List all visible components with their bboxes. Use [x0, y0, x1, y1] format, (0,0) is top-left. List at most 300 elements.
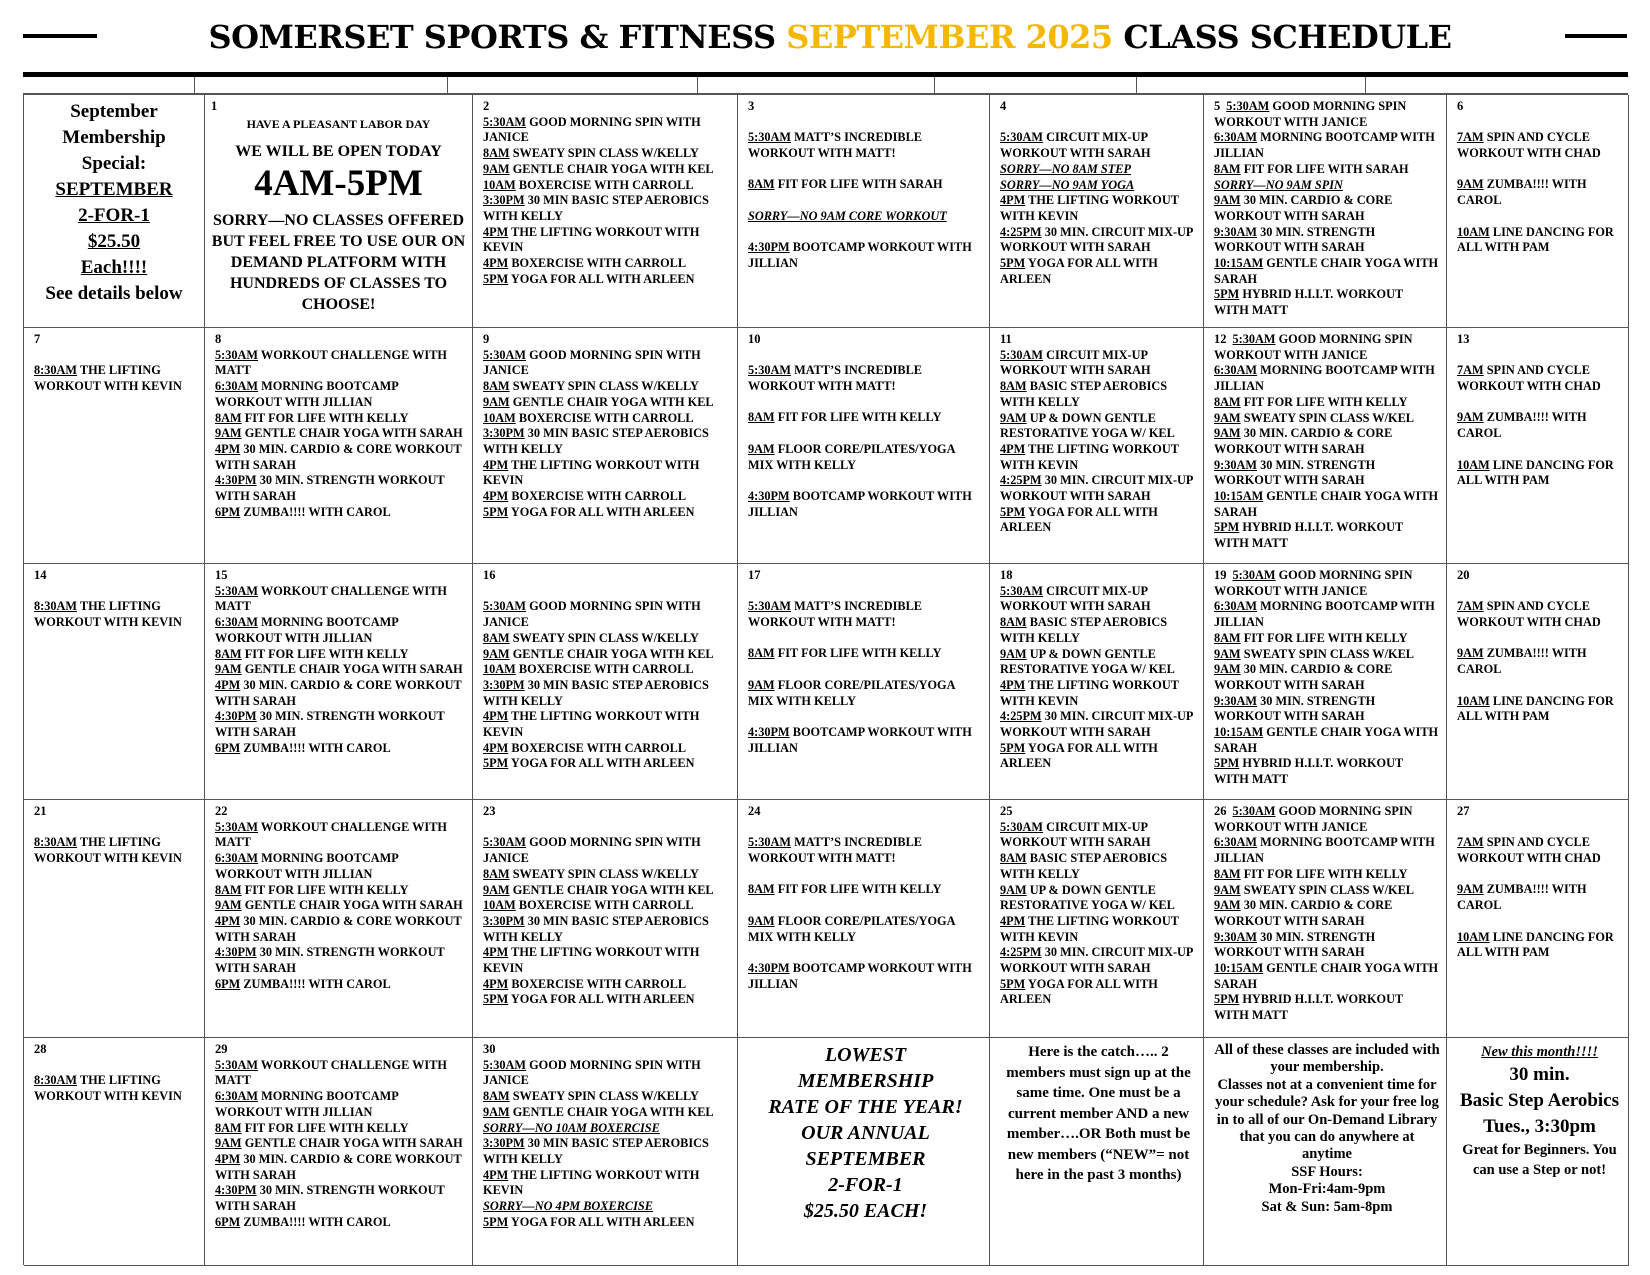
- included-text: All of these classes are included with your membership.: [1214, 1042, 1440, 1076]
- day-cell-6: [1447, 95, 1629, 328]
- class-entry: [1000, 945, 1197, 976]
- class-time: 9AM: [483, 646, 510, 661]
- class-time: 8AM: [1000, 379, 1027, 394]
- class-time: 4:30PM: [748, 724, 790, 739]
- day-cell-18: [990, 564, 1204, 800]
- promo-line: 2-FOR-1: [828, 1174, 903, 1196]
- class-entry: [483, 945, 731, 976]
- class-time: 8AM: [483, 866, 510, 881]
- class-name: THE LIFTING WORKOUT WITH KEVIN: [1000, 193, 1179, 223]
- class-name: SPIN AND CYCLE WORKOUT WITH CHAD: [1457, 599, 1601, 630]
- day-number: 7: [34, 332, 41, 346]
- class-name: HYBRID H.I.I.T. WORKOUT WITH MATT: [1214, 756, 1403, 787]
- class-name: MORNING BOOTCAMP WORKOUT WITH JILLIAN: [215, 851, 399, 881]
- class-name: CIRCUIT MIX-UP WORKOUT WITH SARAH: [1000, 583, 1151, 614]
- class-time: 4PM: [1000, 441, 1026, 456]
- class-name: GOOD MORNING SPIN WITH JANICE: [483, 347, 701, 378]
- title-rule-left: [23, 34, 97, 38]
- class-name: 30 MIN. CIRCUIT MIX-UP WORKOUT WITH SARAH: [1000, 224, 1193, 255]
- class-time: 5:30AM: [483, 599, 527, 614]
- class-time: 8AM: [1214, 394, 1241, 409]
- class-time: 6:30AM: [1214, 130, 1258, 145]
- class-time: 3:30PM: [483, 1136, 525, 1151]
- day-cell-17: [738, 564, 990, 800]
- class-time: 9AM: [1214, 882, 1241, 897]
- class-name: YOGA FOR ALL WITH ARLEEN: [510, 756, 695, 771]
- class-time: 9AM: [215, 662, 242, 677]
- class-name: ZUMBA!!!! WITH CAROL: [243, 976, 391, 991]
- class-entry: [1214, 756, 1440, 787]
- class-entry: [1000, 130, 1197, 161]
- class-name: BOXERCISE WITH CARROLL: [511, 489, 687, 504]
- class-name: GENTLE CHAIR YOGA WITH SARAH: [244, 426, 463, 441]
- class-entry: [1214, 835, 1440, 866]
- class-name: 30 MIN. STRENGTH WORKOUT WITH SARAH: [1214, 457, 1376, 488]
- day-number: 19: [1214, 568, 1227, 582]
- class-name: MORNING BOOTCAMP WITH JILLIAN: [1214, 599, 1435, 630]
- class-name: FIT FOR LIFE WITH KELLY: [244, 410, 409, 425]
- class-entry: [215, 662, 466, 678]
- title-month: SEPTEMBER 2025: [786, 18, 1113, 56]
- class-entry: [1457, 225, 1622, 256]
- cancellation-text: SORRY—NO 4PM BOXERCISE: [483, 1199, 653, 1214]
- day-number: 16: [483, 568, 496, 582]
- class-name: BOXERCISE WITH CARROLL: [511, 256, 687, 271]
- class-entry: [483, 1215, 731, 1231]
- class-entry: [1214, 631, 1440, 647]
- day-cell-8: [205, 328, 473, 564]
- class-name: WORKOUT CHALLENGE WITH MATT: [215, 1057, 447, 1088]
- class-name: THE LIFTING WORKOUT WITH KEVIN: [483, 945, 700, 976]
- title-schedule: CLASS SCHEDULE: [1123, 18, 1452, 56]
- class-name: 30 MIN. STRENGTH WORKOUT WITH SARAH: [215, 709, 445, 740]
- class-entry: [483, 1105, 731, 1121]
- class-name: THE LIFTING WORKOUT WITH KEVIN: [483, 457, 700, 488]
- new-class-duration: 30 min.: [1509, 1064, 1570, 1085]
- membership-special-cell: [24, 95, 205, 328]
- class-time: 10AM: [1457, 693, 1490, 708]
- class-time: 5PM: [483, 756, 509, 771]
- class-name: FIT FOR LIFE WITH KELLY: [777, 882, 942, 897]
- class-name: 30 MIN BASIC STEP AEROBICS WITH KELLY: [483, 677, 709, 708]
- cancellation-notice: [1214, 178, 1440, 194]
- class-name: GOOD MORNING SPIN WORKOUT WITH JANICE: [1214, 332, 1413, 362]
- class-entry: [215, 584, 466, 615]
- hours-weekday: Mon-Fri:4am-9pm: [1268, 1181, 1386, 1198]
- class-name: GENTLE CHAIR YOGA WITH KEL: [512, 646, 714, 661]
- class-name: GENTLE CHAIR YOGA WITH SARAH: [244, 898, 463, 913]
- class-time: 5PM: [1214, 756, 1240, 771]
- class-name: THE LIFTING WORKOUT WITH KEVIN: [34, 835, 182, 866]
- class-entry: [215, 647, 466, 663]
- class-entry: [483, 162, 731, 178]
- class-time: 8AM: [215, 410, 242, 425]
- class-name: 30 MIN. CIRCUIT MIX-UP WORKOUT WITH SARAH: [1000, 709, 1193, 740]
- included-cell: [1204, 1038, 1447, 1266]
- class-name: MORNING BOOTCAMP WITH JILLIAN: [1214, 363, 1435, 394]
- title-rule-right: [1565, 34, 1627, 38]
- class-name: YOGA FOR ALL WITH ARLEEN: [510, 992, 695, 1007]
- class-entry: [483, 458, 731, 489]
- class-entry: [1214, 898, 1440, 929]
- weekday-header-band: [23, 72, 1628, 94]
- class-time: 4PM: [215, 677, 241, 692]
- class-time: 4:30PM: [215, 473, 257, 488]
- class-time: 6PM: [215, 1214, 241, 1229]
- class-time: 4PM: [483, 256, 509, 271]
- class-time: 4:25PM: [1000, 709, 1042, 724]
- promo-line: SEPTEMBER: [805, 1148, 926, 1170]
- class-entry: [34, 835, 198, 866]
- class-entry: [1000, 505, 1197, 536]
- class-name: BOOTCAMP WORKOUT WITH JILLIAN: [748, 724, 972, 755]
- class-time: 8AM: [748, 882, 775, 897]
- class-name: 30 MIN. CIRCUIT MIX-UP WORKOUT WITH SARAH: [1000, 945, 1193, 976]
- day-number: 5: [1214, 99, 1221, 113]
- class-name: 30 MIN BASIC STEP AEROBICS WITH KELLY: [483, 913, 709, 944]
- class-entry: [1000, 193, 1197, 224]
- class-name: SWEATY SPIN CLASS W/KEL: [1243, 410, 1414, 425]
- class-entry: [215, 883, 466, 899]
- day-cell-25: [990, 800, 1204, 1038]
- day-cell-23: [473, 800, 738, 1038]
- class-entry: [483, 914, 731, 945]
- class-entry: [215, 851, 466, 882]
- class-entry: [748, 914, 983, 945]
- class-time: 4:30PM: [748, 488, 790, 503]
- class-name: SWEATY SPIN CLASS W/KEL: [1243, 646, 1414, 661]
- class-entry: [215, 1183, 466, 1214]
- title-gym-name: SOMERSET SPORTS & FITNESS: [208, 18, 776, 56]
- class-entry: [215, 898, 466, 914]
- class-time: 5PM: [483, 1214, 509, 1229]
- class-entry: [1457, 882, 1622, 913]
- class-name: FIT FOR LIFE WITH KELLY: [1243, 866, 1408, 881]
- class-entry: [1457, 835, 1622, 866]
- class-entry: [483, 647, 731, 663]
- class-name: 30 MIN. STRENGTH WORKOUT WITH SARAH: [1214, 693, 1376, 724]
- class-entry: [1000, 914, 1197, 945]
- class-entry: [748, 177, 983, 193]
- class-time: 6:30AM: [1214, 835, 1258, 850]
- class-name: 30 MIN. CARDIO & CORE WORKOUT WITH SARAH: [1214, 898, 1393, 928]
- class-entry: [1457, 130, 1622, 161]
- class-time: 10AM: [1457, 457, 1490, 472]
- class-entry: [1214, 411, 1440, 427]
- class-entry: [1214, 883, 1440, 899]
- special-line: Special:: [81, 153, 147, 174]
- class-entry: [483, 1058, 731, 1089]
- class-name: 30 MIN. CARDIO & CORE WORKOUT WITH SARAH: [215, 1151, 462, 1182]
- class-entry: [215, 1058, 466, 1089]
- day-cell-12: [1204, 328, 1447, 564]
- class-time: 5:30AM: [748, 130, 792, 145]
- class-time: 4PM: [483, 976, 509, 991]
- class-time: 5PM: [1000, 976, 1026, 991]
- class-entry: [483, 411, 731, 427]
- class-name: BOXERCISE WITH CARROLL: [511, 976, 687, 991]
- ondemand-text: Classes not at a convenient time for your schedule? Ask for your free log in to all of our On-Demand Library that you can do anywhere at anytime: [1215, 1076, 1439, 1163]
- class-time: 8AM: [1214, 630, 1241, 645]
- class-name: ZUMBA!!!! WITH CAROL: [243, 1214, 391, 1229]
- class-time: 8AM: [483, 1089, 510, 1104]
- class-name: 30 MIN. CARDIO & CORE WORKOUT WITH SARAH: [215, 441, 462, 472]
- class-name: GOOD MORNING SPIN WORKOUT WITH JANICE: [1214, 804, 1413, 834]
- class-entry: [1214, 162, 1440, 178]
- class-name: THE LIFTING WORKOUT WITH KEVIN: [483, 1167, 700, 1198]
- class-name: MORNING BOOTCAMP WORKOUT WITH JILLIAN: [215, 379, 399, 409]
- hours-title: SSF Hours:: [1291, 1163, 1363, 1180]
- class-entry: [1000, 820, 1197, 851]
- class-time: 5:30AM: [483, 347, 527, 362]
- class-name: SPIN AND CYCLE WORKOUT WITH CHAD: [1457, 130, 1601, 161]
- class-entry: [483, 256, 731, 272]
- class-entry: [483, 1136, 731, 1167]
- class-time: 7AM: [1457, 835, 1484, 850]
- class-name: UP & DOWN GENTLE RESTORATIVE YOGA W/ KEL: [1000, 882, 1175, 913]
- day-number: 11: [1000, 332, 1012, 346]
- cancellation-text: SORRY—NO 9AM CORE WORKOUT: [748, 208, 947, 223]
- class-time: 9AM: [1214, 410, 1241, 425]
- class-entry: [748, 678, 983, 709]
- class-time: 3:30PM: [483, 426, 525, 441]
- class-time: 10AM: [1457, 224, 1490, 239]
- class-name: GENTLE CHAIR YOGA WITH SARAH: [1214, 256, 1439, 286]
- promo-line: LOWEST: [824, 1044, 907, 1066]
- class-entry: [483, 379, 731, 395]
- class-entry: [1214, 992, 1440, 1023]
- class-entry: [1214, 332, 1413, 362]
- class-name: WORKOUT CHALLENGE WITH MATT: [215, 583, 447, 614]
- class-time: 6:30AM: [1214, 363, 1258, 378]
- class-name: THE LIFTING WORKOUT WITH KEVIN: [34, 1073, 182, 1104]
- class-entry: [483, 992, 731, 1008]
- day-cell-22: [205, 800, 473, 1038]
- class-name: BOOTCAMP WORKOUT WITH JILLIAN: [748, 960, 972, 991]
- class-name: MATT’S INCREDIBLE WORKOUT WITH MATT!: [748, 835, 922, 866]
- catch-cell: [990, 1038, 1204, 1266]
- class-time: 5PM: [1214, 992, 1240, 1007]
- class-entry: [1457, 694, 1622, 725]
- class-entry: [1000, 584, 1197, 615]
- class-time: 9:30AM: [1214, 457, 1258, 472]
- catch-text: Here is the catch….. 2 members must sign up at the same time. One must be a current member AND a new member….OR Both must be new members (“NEW”= not here in the past 3 months): [1006, 1044, 1191, 1183]
- class-entry: [1000, 256, 1197, 287]
- day-number: 30: [483, 1042, 496, 1056]
- class-entry: [483, 426, 731, 457]
- class-time: 10:15AM: [1214, 725, 1264, 740]
- class-entry: [483, 272, 731, 288]
- class-name: GOOD MORNING SPIN WORKOUT WITH JANICE: [1214, 568, 1413, 598]
- class-entry: [215, 820, 466, 851]
- class-time: 5:30AM: [483, 835, 527, 850]
- class-time: 4PM: [1000, 193, 1026, 208]
- class-time: 6PM: [215, 504, 241, 519]
- day-cell-labor-day: [205, 95, 473, 328]
- class-entry: [34, 1073, 198, 1104]
- promo-line: $25.50 EACH!: [803, 1200, 928, 1222]
- class-time: 8:30AM: [34, 599, 78, 614]
- day-cell-2: [473, 95, 738, 328]
- class-entry: [1000, 411, 1197, 442]
- class-time: 4PM: [1000, 677, 1026, 692]
- class-time: 5:30AM: [215, 819, 259, 834]
- class-name: GENTLE CHAIR YOGA WITH SARAH: [1214, 725, 1439, 755]
- day-cell-9: [473, 328, 738, 564]
- day-number: 1: [211, 99, 218, 113]
- class-time: 8AM: [748, 177, 775, 192]
- class-entry: [483, 1089, 731, 1105]
- class-time: 9AM: [1457, 410, 1484, 425]
- cancellation-notice: [483, 1121, 731, 1137]
- class-time: 4PM: [483, 945, 509, 960]
- class-time: 5PM: [1214, 287, 1240, 302]
- class-entry: [215, 426, 466, 442]
- class-time: 4PM: [483, 224, 509, 239]
- class-entry: [1214, 568, 1413, 598]
- class-time: 4:30PM: [215, 709, 257, 724]
- class-entry: [1457, 177, 1622, 208]
- class-name: FIT FOR LIFE WITH KELLY: [244, 646, 409, 661]
- class-entry: [748, 725, 983, 756]
- class-time: 9AM: [1214, 898, 1241, 913]
- class-time: 5PM: [1000, 256, 1026, 271]
- day-cell-5: [1204, 95, 1447, 328]
- class-name: HYBRID H.I.I.T. WORKOUT WITH MATT: [1214, 520, 1403, 551]
- day-cell-27: [1447, 800, 1629, 1038]
- class-entry: [1214, 99, 1406, 129]
- class-time: 8AM: [1000, 851, 1027, 866]
- class-time: 9AM: [483, 394, 510, 409]
- day-number: 21: [34, 804, 47, 818]
- day-number: 3: [748, 99, 755, 113]
- day-number: 12: [1214, 332, 1227, 346]
- day-cell-10: [738, 328, 990, 564]
- class-name: HYBRID H.I.I.T. WORKOUT WITH MATT: [1214, 992, 1403, 1023]
- class-time: 4:30PM: [748, 960, 790, 975]
- labor-day-open: WE WILL BE OPEN TODAY: [235, 143, 442, 161]
- class-name: THE LIFTING WORKOUT WITH KEVIN: [34, 599, 182, 630]
- day-cell-16: [473, 564, 738, 800]
- class-entry: [215, 615, 466, 646]
- class-name: ZUMBA!!!! WITH CAROL: [243, 504, 391, 519]
- class-entry: [1000, 977, 1197, 1008]
- class-name: CIRCUIT MIX-UP WORKOUT WITH SARAH: [1000, 819, 1151, 850]
- class-entry: [215, 505, 466, 521]
- class-entry: [1214, 256, 1440, 287]
- class-name: 30 MIN. STRENGTH WORKOUT WITH SARAH: [215, 945, 445, 976]
- class-time: 3:30PM: [483, 193, 525, 208]
- day-cell-3: [738, 95, 990, 328]
- day-cell-19: [1204, 564, 1447, 800]
- class-entry: [1214, 426, 1440, 457]
- day-number: 24: [748, 804, 761, 818]
- class-time: 4:30PM: [215, 1183, 257, 1198]
- day-cell-14: [24, 564, 205, 800]
- class-entry: [1000, 647, 1197, 678]
- class-name: BOOTCAMP WORKOUT WITH JILLIAN: [748, 488, 972, 519]
- class-entry: [1214, 395, 1440, 411]
- class-name: LINE DANCING FOR ALL WITH PAM: [1457, 693, 1614, 724]
- day-cell-29: [205, 1038, 473, 1266]
- class-name: GOOD MORNING SPIN WITH JANICE: [483, 599, 701, 630]
- class-name: THE LIFTING WORKOUT WITH KEVIN: [483, 224, 700, 255]
- class-name: 30 MIN. CARDIO & CORE WORKOUT WITH SARAH: [1214, 662, 1393, 692]
- class-name: FIT FOR LIFE WITH KELLY: [1243, 630, 1408, 645]
- special-line: 2-FOR-1: [78, 205, 150, 226]
- class-name: 30 MIN. STRENGTH WORKOUT WITH SARAH: [215, 1183, 445, 1214]
- class-name: LINE DANCING FOR ALL WITH PAM: [1457, 929, 1614, 960]
- class-time: 9AM: [1000, 410, 1027, 425]
- special-line: See details below: [45, 283, 183, 304]
- class-entry: [748, 489, 983, 520]
- class-name: MATT’S INCREDIBLE WORKOUT WITH MATT!: [748, 599, 922, 630]
- class-name: BOXERCISE WITH CARROLL: [518, 410, 694, 425]
- class-name: GENTLE CHAIR YOGA WITH SARAH: [1214, 961, 1439, 991]
- class-name: FIT FOR LIFE WITH KELLY: [244, 1120, 409, 1135]
- class-entry: [1457, 930, 1622, 961]
- class-time: 8AM: [1214, 866, 1241, 881]
- class-time: 8AM: [748, 646, 775, 661]
- class-time: 9AM: [1214, 662, 1241, 677]
- class-name: ZUMBA!!!! WITH CAROL: [1457, 177, 1587, 208]
- labor-day-hours: 4AM-5PM: [254, 163, 423, 205]
- class-time: 7AM: [1457, 363, 1484, 378]
- class-entry: [215, 1215, 466, 1231]
- class-name: GENTLE CHAIR YOGA WITH SARAH: [244, 662, 463, 677]
- class-name: GENTLE CHAIR YOGA WITH SARAH: [1214, 489, 1439, 519]
- class-time: 9AM: [215, 898, 242, 913]
- class-entry: [1457, 646, 1622, 677]
- class-name: YOGA FOR ALL WITH ARLEEN: [510, 271, 695, 286]
- class-entry: [1214, 867, 1440, 883]
- class-entry: [1000, 442, 1197, 473]
- class-entry: [1214, 647, 1440, 663]
- class-entry: [215, 945, 466, 976]
- class-time: 5:30AM: [215, 583, 259, 598]
- class-time: 4PM: [215, 1151, 241, 1166]
- class-name: SPIN AND CYCLE WORKOUT WITH CHAD: [1457, 363, 1601, 394]
- class-name: FLOOR CORE/PILATES/YOGA MIX WITH KELLY: [748, 441, 955, 472]
- class-name: UP & DOWN GENTLE RESTORATIVE YOGA W/ KEL: [1000, 646, 1175, 677]
- class-time: 5PM: [483, 992, 509, 1007]
- class-entry: [1457, 363, 1622, 394]
- class-name: BOOTCAMP WORKOUT WITH JILLIAN: [748, 240, 972, 270]
- class-time: 5:30AM: [1232, 804, 1276, 818]
- class-name: 30 MIN. CARDIO & CORE WORKOUT WITH SARAH: [1214, 193, 1393, 223]
- class-entry: [215, 411, 466, 427]
- class-entry: [483, 395, 731, 411]
- day-number: 4: [1000, 99, 1007, 113]
- class-name: ZUMBA!!!! WITH CAROL: [1457, 410, 1587, 441]
- class-time: 9AM: [1214, 646, 1241, 661]
- class-entry: [483, 225, 731, 256]
- class-time: 4:30PM: [215, 945, 257, 960]
- class-entry: [483, 178, 731, 194]
- class-entry: [1214, 804, 1413, 834]
- class-entry: [483, 115, 731, 146]
- labor-day-greeting: HAVE A PLEASANT LABOR DAY: [246, 116, 431, 131]
- class-entry: [748, 363, 983, 394]
- class-name: 30 MIN. CARDIO & CORE WORKOUT WITH SARAH: [215, 913, 462, 944]
- class-name: CIRCUIT MIX-UP WORKOUT WITH SARAH: [1000, 347, 1151, 378]
- page-title: [100, 18, 1560, 56]
- class-name: MORNING BOOTCAMP WORKOUT WITH JILLIAN: [215, 1089, 399, 1119]
- class-time: 4PM: [215, 441, 241, 456]
- day-number: 25: [1000, 804, 1013, 818]
- class-name: ZUMBA!!!! WITH CAROL: [1457, 646, 1587, 677]
- class-name: GENTLE CHAIR YOGA WITH KEL: [512, 394, 714, 409]
